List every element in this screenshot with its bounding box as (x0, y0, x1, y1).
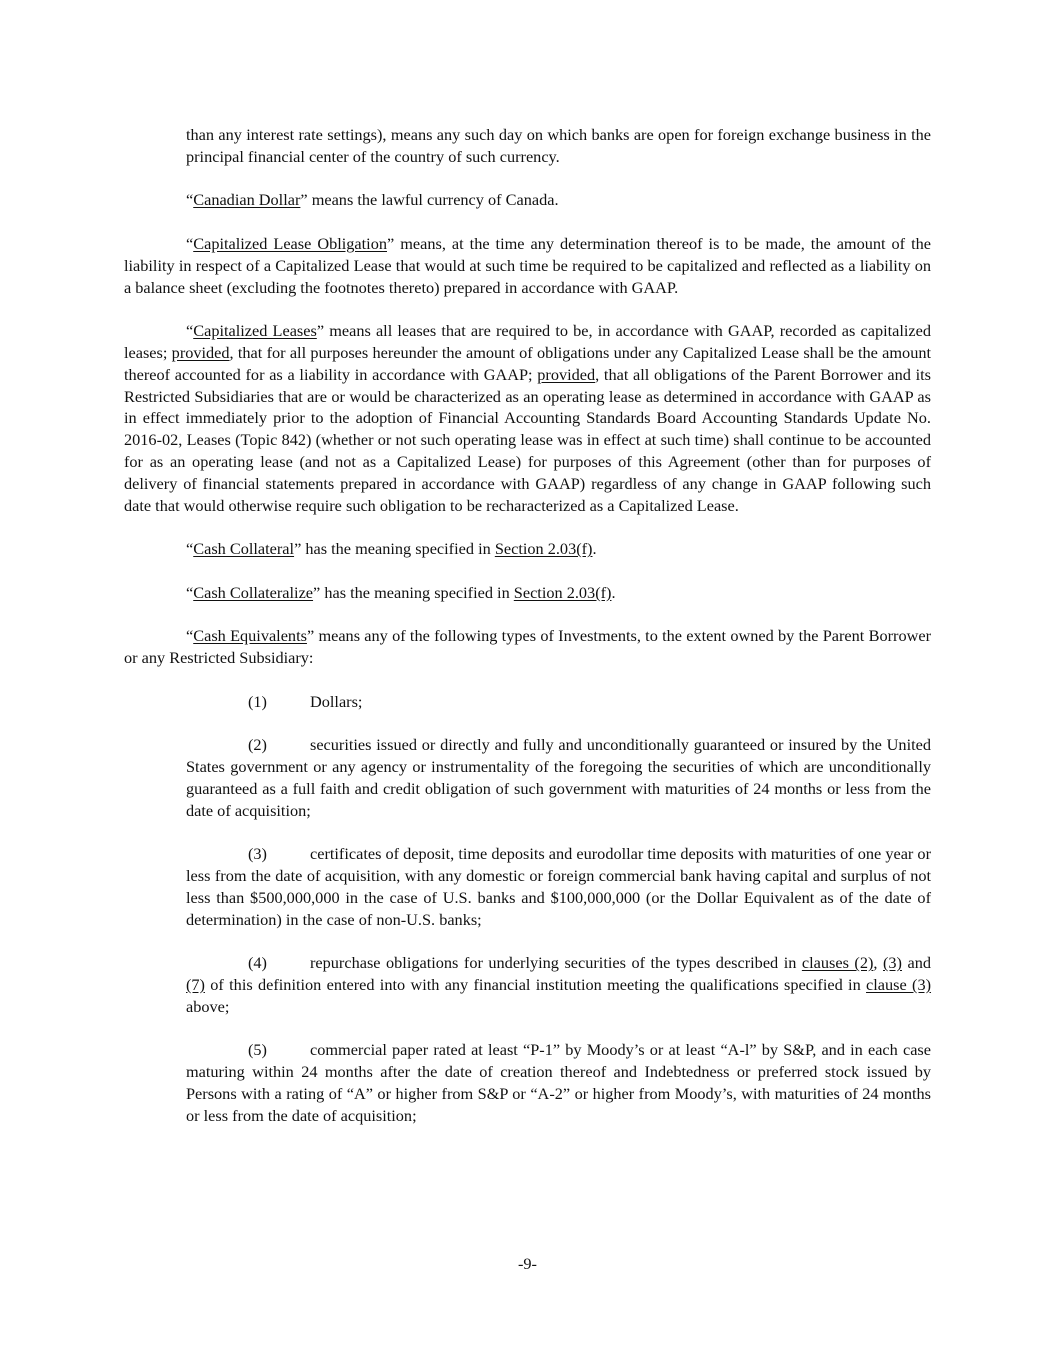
definition-end: . (611, 582, 616, 602)
item-text: and (901, 953, 932, 973)
page-number: -9- (518, 1254, 537, 1273)
definition-text: means the lawful currency of Canada. (307, 190, 559, 210)
item-number: (2) (248, 735, 267, 755)
item-number: (5) (248, 1040, 267, 1060)
definition-end: . (592, 539, 597, 559)
defined-term: Canadian Dollar (193, 190, 301, 210)
clause-reference: clauses (2) (801, 953, 874, 973)
definition-text: means all leases that are required to be, in accordance with GAAP, recorded as capitalized leases; (124, 321, 931, 362)
item-text: of this definition entered into with any financial institution meeting the qualifications specified in (204, 975, 867, 995)
item-text: certificates of deposit, time deposits and eurodollar time deposits with maturities of one year or less from the date of acquisition, with any domestic or foreign commercial bank having capital and surplus of not less than $500,000,000 in the case of U.S. banks and $100,000,000 (or the Dollar Equivalent as of the date of determination) in the case of non-U.S. banks; (186, 844, 931, 929)
item-text: commercial paper rated at least “P-1” by Moody’s or at least “A-l” by S&P, and in each case maturing within 24 months after the date of creation thereof and Indebtedness or preferred stock issued by Persons with a rating of “A” or higher from S&P or “A-2” or higher from Moody’s, with maturities of 24 months or less from the date of acquisition; (186, 1040, 931, 1125)
definition-text: means, at the time any determination thereof is to be made, the amount of the liability in respect of a Capitalized Lease that would at such time be required to be capitalized and reflected as a liability on a balance sheet (excluding the footnotes thereto) prepared in accordance with GAAP. (124, 233, 931, 297)
definition-capitalized-lease-obligation: “Capitalized Lease Obligation” means, at the time any determination thereof is to be made, the amount of the liability in respect of a Capitalized Lease that would at such time be required to be capitalized and reflected as a liability on a balance sheet (excluding the footnotes thereto) prepared in accordance with GAAP. (124, 233, 931, 297)
definition-text: means any of the following types of Investments, to the extent owned by the Parent Borrower or any Restricted Subsidiary: (124, 626, 931, 668)
defined-term: Capitalized Lease Obligation (193, 233, 387, 253)
definition-capitalized-leases: “Capitalized Leases” means all leases that are required to be, in accordance with GAAP, recorded as capitalized leases; provided, that for all purposes hereunder the amount of obligations under any Capitalized Lease shall be the amount thereof accounted for as a liability in accordance with GAAP; provided, that all obligations of the Parent Borrower and its Restricted Subsidiaries that are or would be characterized as an operating lease as determined in accordance with GAAP as in effect immediately prior to the adoption of Financial Accounting Standards Board Accounting Standards Update No. 2016-02, Leases (Topic 842) (whether or not such operating lease was in effect at such time) shall continue to be accounted for as an operating lease (and not as a Capitalized Lease) for purposes of this Agreement (other than for purposes of delivery of financial statements prepared in accordance with GAAP) regardless of any change in GAAP following such date that would otherwise require such obligation to be recharacterized as a Capitalized Lease. (124, 321, 932, 515)
list-item (186, 691, 931, 713)
document-page (124, 124, 931, 1148)
list-item (186, 1039, 931, 1126)
section-reference: Section 2.03(f) (494, 539, 593, 559)
defined-term: Cash Collateral (193, 539, 295, 559)
clause-reference: (3) (883, 953, 902, 973)
defined-term: Cash Collateralize (193, 582, 314, 602)
definition-cash-equivalents: “Cash Equivalents” means any of the following types of Investments, to the extent owned by the Parent Borrower or any Restricted Subsidiary: (124, 626, 931, 668)
definition-text: , that all obligations of the Parent Borrower and its Restricted Subsidiaries that are or would be characterized as an operating lease as determined in accordance with GAAP as in effect immediately prior to the adoption of Financial Accounting Standards Board Accounting Standards Update No. 2016-02, Leases (Topic 842) (whether or not such operating lease was in effect at such time) shall continue to be accounted for as an operating lease (and not as a Capitalized Lease) for purposes of this Agreement (other than for purposes of delivery of financial statements prepared in accordance with GAAP) regardless of any change in GAAP following such date that would otherwise require such obligation to be recharacterized as a Capitalized Lease. (124, 364, 931, 515)
section-reference: Section 2.03(f) (513, 582, 612, 602)
definition-cash-collateralize: “Cash Collateralize” has the meaning specified in Section 2.03(f). (186, 582, 616, 602)
defined-term: Cash Equivalents (193, 626, 307, 646)
item-text: , (873, 953, 883, 973)
defined-term: Capitalized Leases (193, 321, 317, 341)
item-number: (3) (248, 844, 267, 864)
list-item (186, 734, 931, 821)
definition-text: has the meaning specified in (301, 539, 495, 559)
provided-emphasis: provided (537, 364, 596, 384)
definition-cash-collateral: “Cash Collateral” has the meaning specified in Section 2.03(f). (186, 539, 597, 559)
clause-reference: clause (3) (866, 975, 932, 995)
item-text: repurchase obligations for underlying securities of the types described in (310, 953, 802, 973)
list-item (186, 952, 931, 1017)
clause-reference: (7) (186, 975, 205, 995)
provided-emphasis: provided (171, 342, 230, 362)
continuation-text: than any interest rate settings), means any such day on which banks are open for foreign exchange business in the principal financial center of the country of such currency. (186, 125, 931, 166)
list-item (186, 843, 931, 930)
item-number: (4) (248, 953, 267, 973)
item-text: Dollars; (310, 691, 363, 711)
item-text: securities issued or directly and fully and unconditionally guaranteed or insured by the United States government or any agency or instrumentality of the foregoing the securities of which are unconditionally guaranteed as a full faith and credit obligation of such government with maturities of 24 months or less from the date of acquisition; (186, 735, 931, 820)
continuation-paragraph (186, 124, 931, 168)
item-text: above; (186, 996, 230, 1016)
definition-text: has the meaning specified in (320, 582, 514, 602)
definition-canadian-dollar: “Canadian Dollar” means the lawful currency of Canada. (186, 190, 559, 210)
item-number: (1) (248, 691, 267, 711)
definition-text: , that for all purposes hereunder the amount of obligations under any Capitalized Lease shall be the amount thereof accounted for as a liability in accordance with GAAP; (124, 342, 932, 384)
